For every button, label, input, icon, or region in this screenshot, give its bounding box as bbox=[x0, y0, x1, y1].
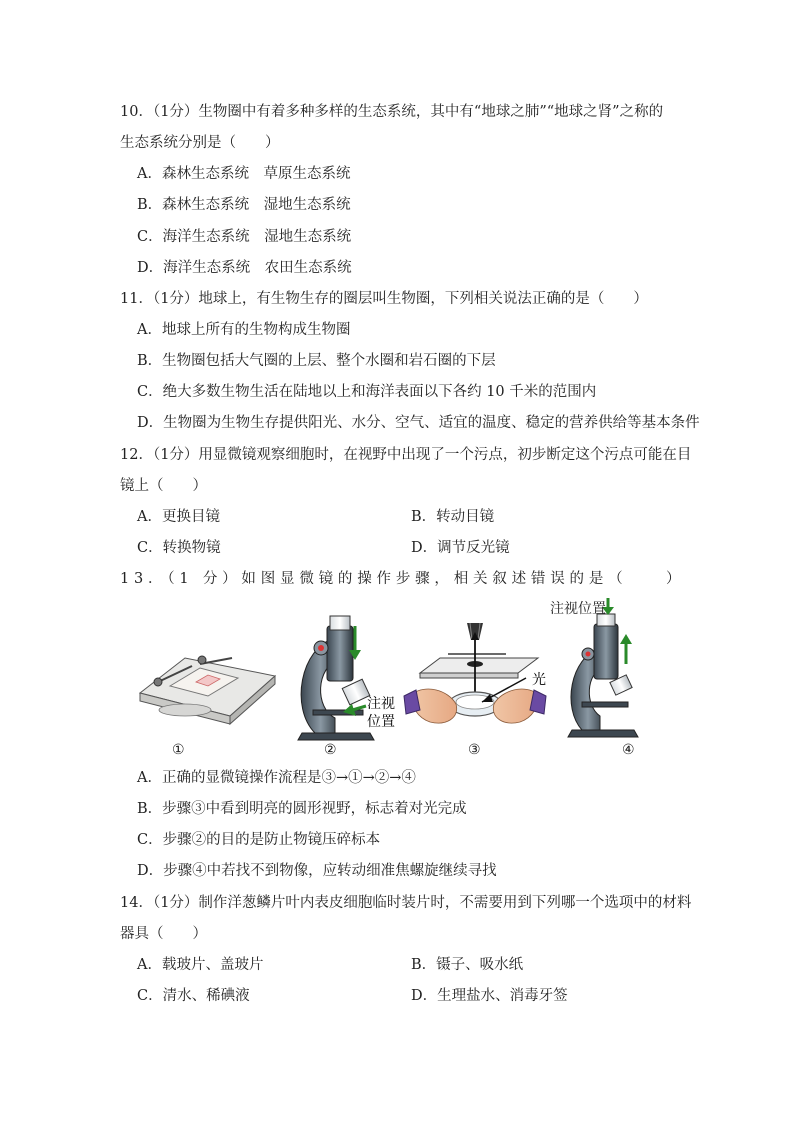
step-label-1: ① bbox=[172, 742, 185, 758]
q12-option-a: A．更换目镜 bbox=[137, 509, 220, 525]
step2-gaze-label-line2: 位置 bbox=[367, 714, 395, 730]
q14-stem-line2: 器具（ ） bbox=[120, 926, 207, 942]
step-label-4: ④ bbox=[622, 742, 635, 758]
step-label-3: ③ bbox=[468, 742, 481, 758]
q14-option-c: C．清水、稀碘液 bbox=[137, 988, 250, 1004]
q13-option-b: B．步骤③中看到明亮的圆形视野，标志着对光完成 bbox=[137, 801, 467, 817]
q14-option-a: A．载玻片、盖玻片 bbox=[137, 957, 264, 973]
step-label-2: ② bbox=[324, 742, 337, 758]
q11-option-a: A．地球上所有的生物构成生物圈 bbox=[137, 322, 351, 338]
q12-option-c: C．转换物镜 bbox=[137, 540, 221, 556]
q12-option-d: D．调节反光镜 bbox=[411, 540, 510, 556]
q11-stem-line1: 11．（1分）地球上，有生物生存的圈层叫生物圈，下列相关说法正确的是（ ） bbox=[120, 291, 648, 307]
q14-stem-line1: 14．（1分）制作洋葱鳞片叶内表皮细胞临时装片时，不需要用到下列哪一个选项中的材料 bbox=[120, 895, 692, 911]
step2-microscope bbox=[298, 616, 374, 740]
q10-option-c: C．海洋生态系统 湿地生态系统 bbox=[137, 229, 352, 245]
q14-option-b: B．镊子、吸水纸 bbox=[411, 957, 524, 973]
step1-stage bbox=[140, 656, 275, 724]
q11-option-c: C．绝大多数生物生活在陆地以上和海洋表面以下各约 10 千米的范围内 bbox=[137, 384, 597, 400]
microscope-steps-illustration bbox=[130, 598, 670, 763]
step4-gaze-label: 注视位置 bbox=[550, 601, 606, 617]
q13-option-d: D．步骤④中若找不到物像，应转动细准焦螺旋继续寻找 bbox=[137, 863, 497, 879]
step2-gaze-label-line1: 注视 bbox=[367, 696, 395, 712]
q13-option-a: A．正确的显微镜操作流程是③→①→②→④ bbox=[137, 770, 416, 786]
q10-stem-line2: 生态系统分别是（ ） bbox=[120, 135, 280, 151]
q11-option-d: D．生物圈为生物生存提供阳光、水分、空气、适宜的温度、稳定的营养供给等基本条件 bbox=[137, 415, 700, 431]
q10-option-d: D．海洋生态系统 农田生态系统 bbox=[137, 260, 352, 276]
microscope-steps-figure bbox=[130, 598, 670, 763]
q11-option-b: B．生物圈包括大气圈的上层、整个水圈和岩石圈的下层 bbox=[137, 353, 496, 369]
q13-option-c: C．步骤②的目的是防止物镜压碎标本 bbox=[137, 832, 381, 848]
q10-stem-line1: 10．（1分）生物圈中有着多种多样的生态系统，其中有“地球之肺”“地球之肾”之称的 bbox=[120, 104, 664, 120]
q12-stem-line1: 12．（1分）用显微镜观察细胞时，在视野中出现了一个污点，初步断定这个污点可能在目 bbox=[120, 447, 692, 463]
q10-option-b: B．森林生态系统 湿地生态系统 bbox=[137, 197, 351, 213]
q12-option-b: B．转动目镜 bbox=[411, 509, 495, 525]
step4-microscope bbox=[568, 598, 638, 737]
step3-light-label: 光 bbox=[532, 672, 546, 688]
q12-stem-line2: 镜上（ ） bbox=[120, 478, 207, 494]
step3-mirror-light bbox=[404, 623, 546, 723]
q10-option-a: A．森林生态系统 草原生态系统 bbox=[137, 166, 351, 182]
q13-stem-line1: 13．（1 分）如图显微镜的操作步骤，相关叙述错误的是（ ） bbox=[120, 571, 686, 587]
q14-option-d: D．生理盐水、消毒牙签 bbox=[411, 988, 568, 1004]
